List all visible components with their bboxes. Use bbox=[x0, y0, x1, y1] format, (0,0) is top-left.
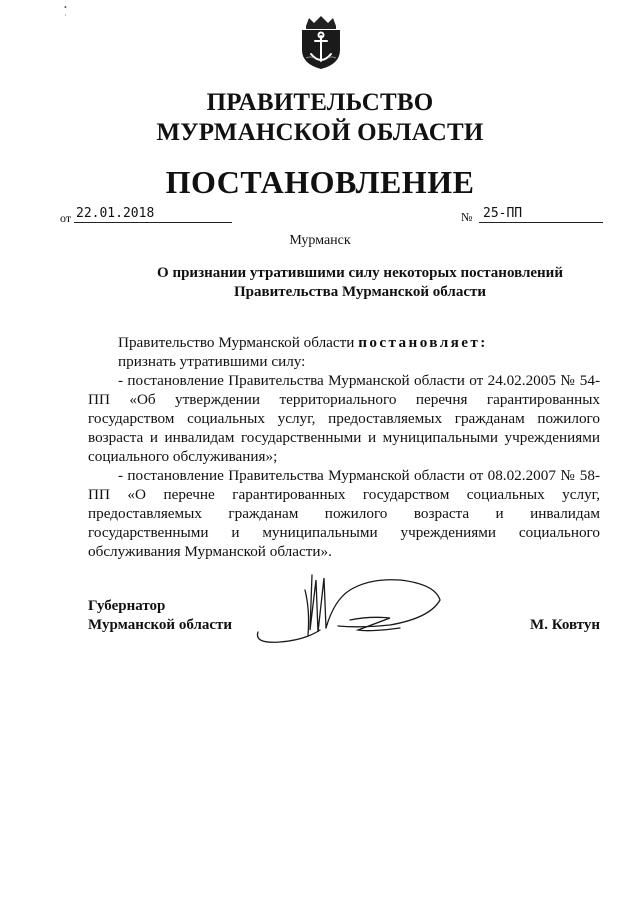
signer-title-line-1: Губернатор bbox=[88, 598, 166, 614]
date-prefix: от bbox=[60, 211, 72, 225]
signer-title bbox=[88, 597, 232, 635]
decree-word: постановляет: bbox=[358, 334, 488, 351]
date-number-row bbox=[60, 206, 600, 226]
body-lead: признать утратившими силу: bbox=[118, 353, 306, 370]
subject-line-1: О признании утратившими силу некоторых постановлений bbox=[157, 265, 563, 281]
body-item-1: - постановление Правительства Мурманской области от 24.02.2005 № 54-ПП «Об утверждении территориального перечня гарантированных государством социальных услуг, предоставляемых гражданам пожилого возраста и инвалидам государственными и муниципальными учреждениями социального обслуживания»; bbox=[88, 372, 600, 465]
authority-line-2: МУРМАНСКОЙ ОБЛАСТИ bbox=[156, 119, 484, 146]
subject-line-2: Правительства Мурманской области bbox=[233, 284, 487, 300]
authority-line-1: ПРАВИТЕЛЬСТВО bbox=[206, 89, 434, 116]
document-date: 22.01.2018 bbox=[74, 206, 232, 223]
issuing-authority bbox=[0, 88, 640, 148]
body-intro-paragraph bbox=[88, 333, 600, 352]
document-type: ПОСТАНОВЛЕНИЕ bbox=[165, 164, 475, 200]
scan-mark: • · bbox=[64, 3, 67, 20]
body-item-2: - постановление Правительства Мурманской области от 08.02.2007 № 58-ПП «О перечне гарантированных государством социальных услуг, предоставляемых гражданам пожилого возраста и инвалидам государственными и муниципальными учреждениями социального обслуживания Мурманской области». bbox=[88, 467, 600, 560]
body-intro: Правительство Мурманской области bbox=[118, 334, 355, 351]
handwritten-signature bbox=[250, 570, 450, 660]
document-body bbox=[88, 333, 600, 561]
city: Мурманск bbox=[289, 233, 351, 248]
number-prefix: № bbox=[461, 210, 473, 224]
signer-name: М. Ковтун bbox=[530, 617, 600, 633]
document-number: 25-ПП bbox=[479, 206, 603, 223]
signer-title-line-2: Мурманской области bbox=[88, 617, 233, 633]
coat-of-arms-icon bbox=[296, 14, 346, 70]
document-subject bbox=[150, 264, 570, 302]
